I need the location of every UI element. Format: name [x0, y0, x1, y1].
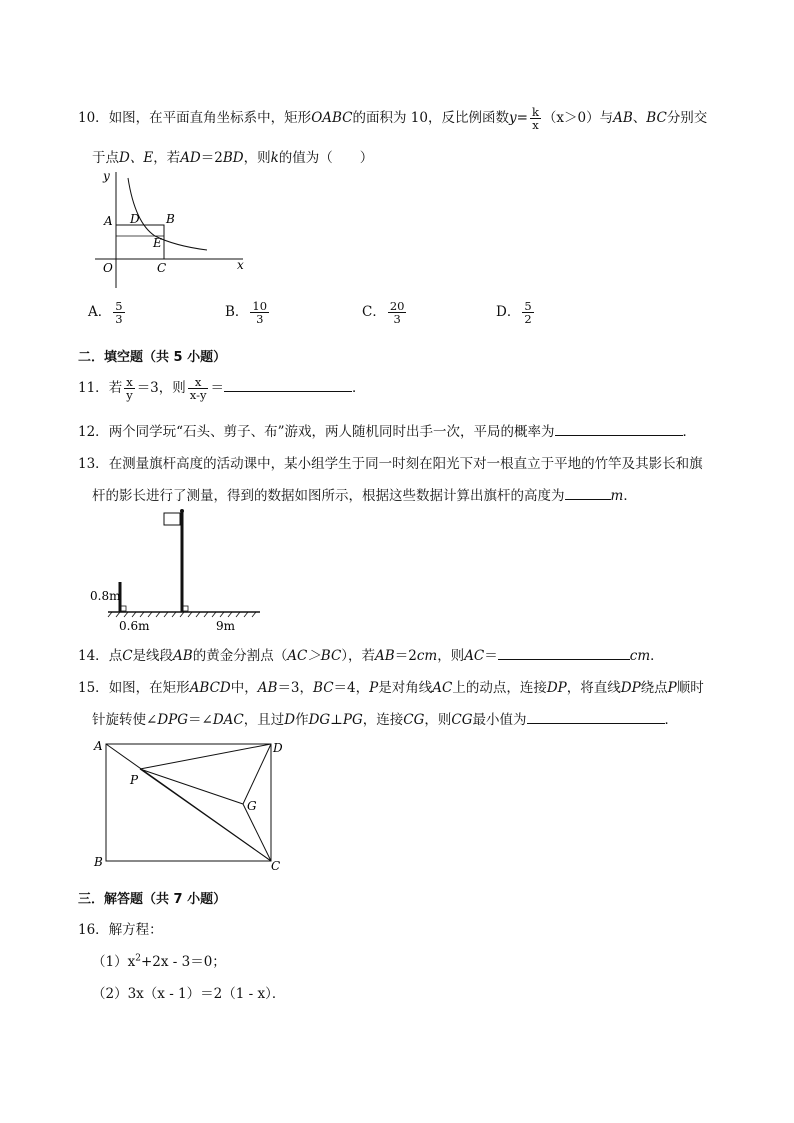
- q13-label-pole-height: 0.8m: [90, 589, 121, 603]
- q12-answer-blank[interactable]: [555, 423, 683, 436]
- q10-line1: 10．如图，在平面直角坐标系中，矩形OABC的面积为 10，反比例函数y= $\frac{k}{x}$ （x＞0）与AB、BC分别交: [78, 105, 708, 133]
- q10-number: 10．: [78, 110, 109, 127]
- q10-label-d: D: [130, 212, 140, 226]
- q10-option-d[interactable]: D． $\frac{5}{2}$: [496, 299, 532, 327]
- q10-line2: 于点D、E，若AD＝2BD，则k的值为（ ）: [92, 150, 374, 166]
- q14: 14．点C是线段AB的黄金分割点（AC＞BC），若AB＝2cm，则AC＝ cm．: [78, 648, 664, 664]
- q11: 11．若 $\frac{x}{y}$ ＝3，则 $\frac{x}{x-y}$ ＝ ．: [78, 375, 366, 403]
- q15-label-c: C: [271, 859, 281, 873]
- q14-answer-blank[interactable]: [498, 647, 630, 660]
- q13-right-angle-1: [121, 606, 126, 611]
- q16-part2: （2）3x（x - 1）＝2（1 - x）．: [92, 986, 286, 1002]
- q10-label-o: O: [103, 261, 113, 275]
- q15-segment-pd: [140, 744, 271, 769]
- q10-figure: [95, 168, 255, 292]
- q10-function-fraction: $\frac{k}{x}$: [531, 105, 539, 133]
- q13-answer-blank[interactable]: [565, 487, 611, 500]
- q15-segment-pg: [140, 769, 243, 804]
- q15-line2: 针旋转使∠DPG＝∠DAC，且过D作DG⊥PG，连接CG，则CG最小值为 ．: [92, 712, 678, 728]
- section-fill-in-heading: 二．填空题（共 5 小题）: [78, 350, 227, 365]
- q15-label-a: A: [94, 739, 103, 753]
- q15-label-p: P: [130, 773, 139, 787]
- q10-label-x: x: [237, 258, 244, 272]
- q15-answer-blank[interactable]: [527, 711, 665, 724]
- q10-label-y: y: [103, 169, 110, 183]
- q10-label-b: B: [166, 212, 175, 226]
- q10-label-a: A: [104, 214, 113, 228]
- q13-line2: 杆的影长进行了测量，得到的数据如图所示，根据这些数据计算出旗杆的高度为 m．: [92, 488, 637, 504]
- q11-answer-blank[interactable]: [224, 379, 352, 392]
- q15-figure: [88, 734, 298, 874]
- q15-line1: 15．如图，在矩形ABCD中，AB＝3，BC＝4，P是对角线AC上的动点，连接DP，将直线DP绕点P顺时: [78, 680, 704, 696]
- q13-flagpole-top: [180, 509, 184, 513]
- q10-option-c[interactable]: C． $\frac{20}{3}$: [362, 299, 405, 327]
- q10-label-c: C: [157, 261, 167, 275]
- section-solve-heading: 三．解答题（共 7 小题）: [78, 892, 227, 907]
- q15-segment-dg: [243, 744, 271, 804]
- q15-label-d: D: [273, 741, 283, 755]
- q15-segment-pc: [140, 769, 271, 861]
- q13-flag: [164, 513, 180, 525]
- q13-figure: [88, 506, 268, 634]
- q12: 12．两个同学玩“石头、剪子、布”游戏，两人随机同时出手一次，平局的概率为 ．: [78, 424, 696, 440]
- q15-label-b: B: [94, 855, 103, 869]
- q13-right-angle-2: [183, 606, 188, 611]
- q10-label-e: E: [153, 236, 162, 250]
- q10-option-b[interactable]: B． $\frac{10}{3}$: [225, 299, 268, 327]
- q16-part1: $(1)x^2+2x - 3=0$；: [92, 953, 226, 970]
- q13-label-pole-shadow: 0.6m: [119, 619, 150, 633]
- q10-option-a[interactable]: A． $\frac{5}{3}$: [88, 299, 123, 327]
- q13-line1: 13．在测量旗杆高度的活动课中，某小组学生于同一时刻在阳光下对一根直立于平地的竹竿及其影长和旗: [78, 456, 703, 472]
- q13-label-flag-shadow: 9m: [216, 619, 236, 633]
- q16-title: 16．解方程：: [78, 922, 163, 938]
- q15-label-g: G: [247, 799, 257, 813]
